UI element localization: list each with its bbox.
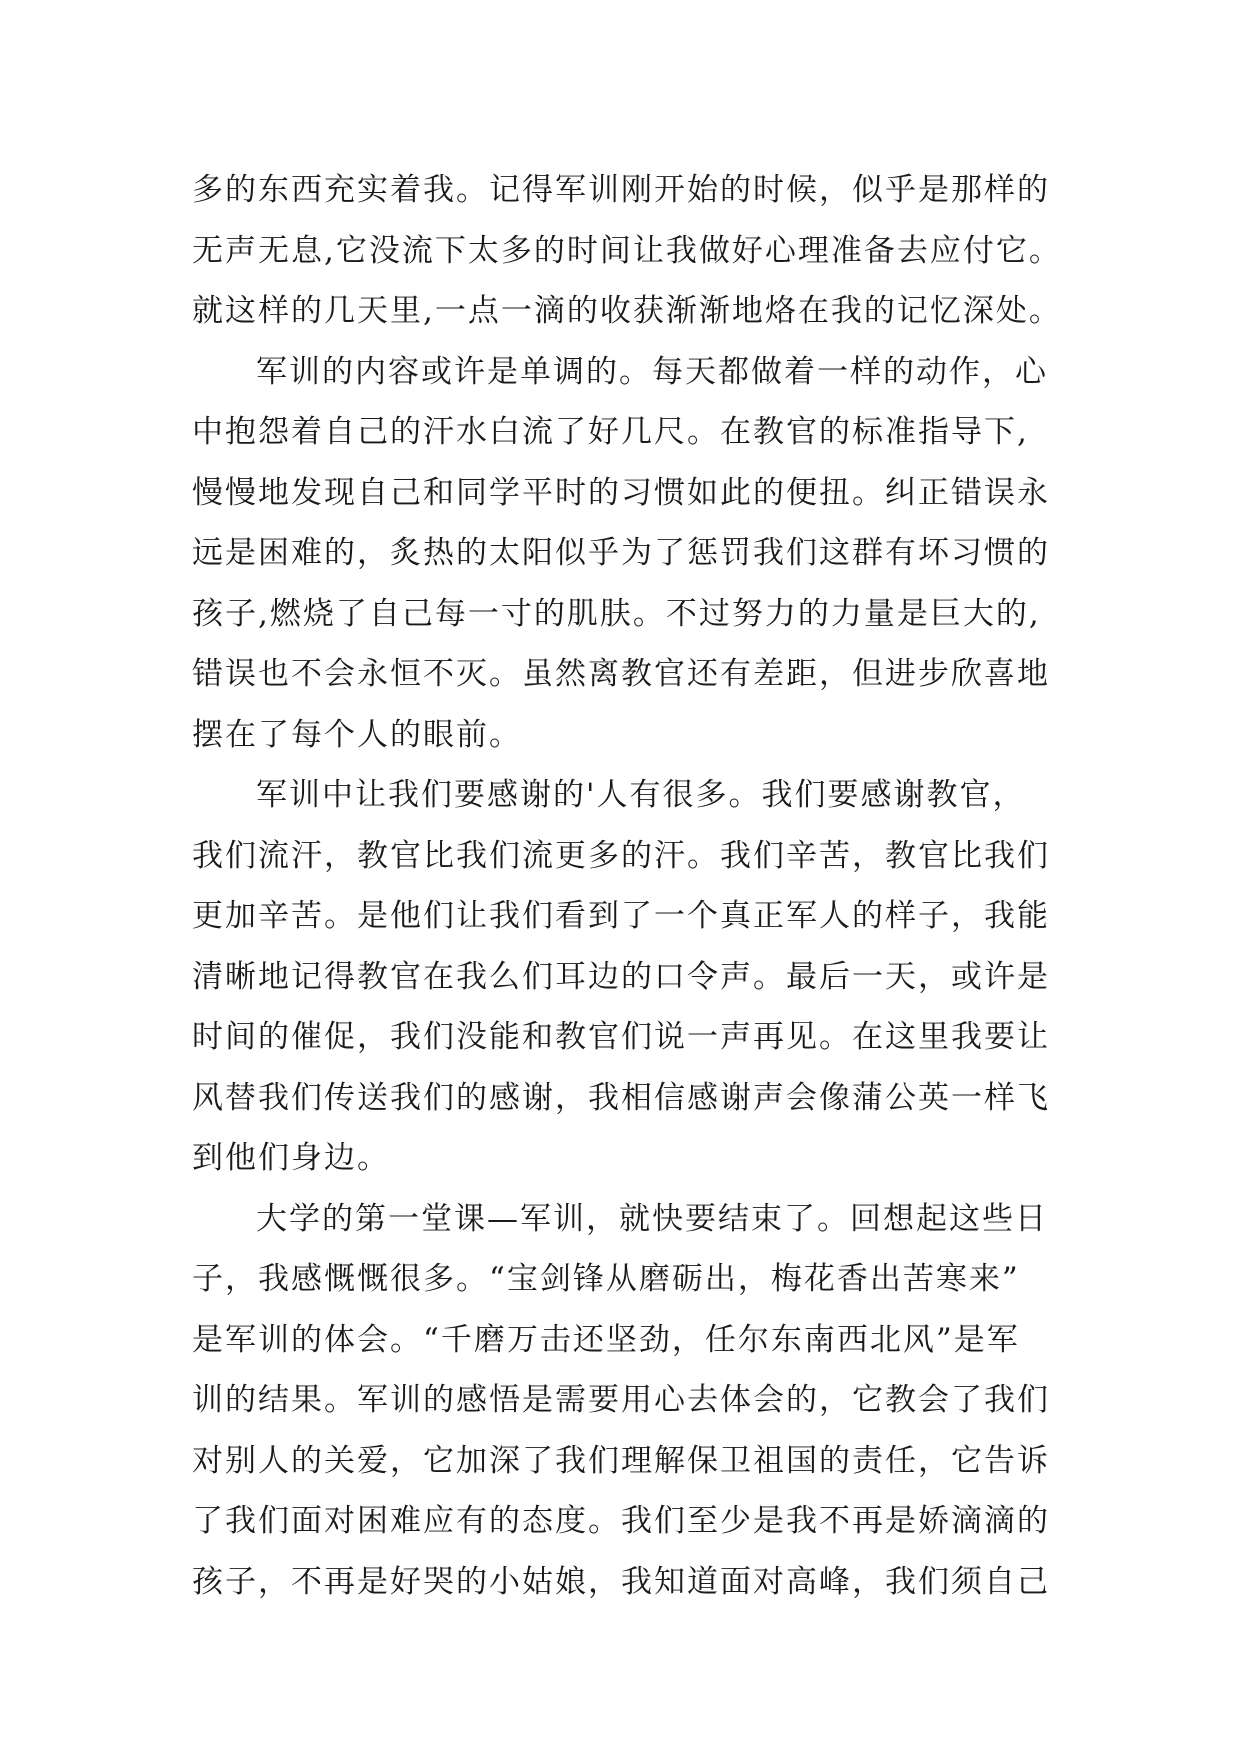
paragraph-4 (192, 1189, 1092, 1613)
body-text (192, 160, 1092, 1612)
text-line: 我们流汗，教官比我们流更多的汗。我们辛苦，教官比我们 (192, 837, 1050, 874)
text-line: 军训中让我们要感谢的'人有很多。我们要感谢教官， (256, 777, 1026, 813)
text-line: 了我们面对困难应有的态度。我们至少是我不再是娇滴滴的 (192, 1503, 1050, 1539)
paragraph-3 (192, 765, 1092, 1189)
text-line: 大学的第一堂课—军训，就快要结束了。回想起这些日 (256, 1200, 1048, 1237)
text-line: 训的结果。军训的感悟是需要用心去体会的，它教会了我们 (192, 1382, 1050, 1418)
text-line: 慢慢地发现自己和同学平时的习惯如此的便扭。纠正错误永 (192, 474, 1050, 511)
paragraph-2 (192, 342, 1092, 766)
text-line: 是军训的体会。“千磨万击还坚劲，任尔东南西北风”是军 (192, 1321, 1020, 1358)
text-line: 风替我们传送我们的感谢，我相信感谢声会像蒲公英一样飞 (192, 1079, 1050, 1116)
text-line: 孩子,燃烧了自己每一寸的肌肤。不过努力的力量是巨大的, (192, 595, 1041, 632)
text-line: 更加辛苦。是他们让我们看到了一个真正军人的样子，我能 (192, 898, 1050, 934)
text-line: 子，我感慨慨很多。“宝剑锋从磨砺出，梅花香出苦寒来” (192, 1261, 1020, 1297)
text-line: 就这样的几天里,一点一滴的收获渐渐地烙在我的记忆深处。 (192, 293, 1062, 329)
text-line: 多的东西充实着我。记得军训刚开始的时候，似乎是那样的 (192, 172, 1050, 208)
text-line: 远是困难的，炙热的太阳似乎为了惩罚我们这群有坏习惯的 (192, 535, 1050, 571)
text-line: 孩子，不再是好哭的小姑娘，我知道面对高峰，我们须自己 (192, 1563, 1050, 1600)
text-line: 摆在了每个人的眼前。 (192, 716, 522, 753)
text-line: 清晰地记得教官在我么们耳边的口令声。最后一天，或许是 (192, 958, 1050, 995)
text-line: 中抱怨着自己的汗水白流了好几尺。在教官的标准指导下, (192, 414, 1029, 450)
text-line: 到他们身边。 (192, 1140, 390, 1176)
paragraph-1 (192, 160, 1092, 342)
text-line: 军训的内容或许是单调的。每天都做着一样的动作，心 (256, 353, 1048, 390)
text-line: 错误也不会永恒不灭。虽然离教官还有差距，但进步欣喜地 (192, 656, 1050, 692)
text-line: 对别人的关爱，它加深了我们理解保卫祖国的责任，它告诉 (192, 1442, 1050, 1479)
text-line: 无声无息,它没流下太多的时间让我做好心理准备去应付它。 (192, 232, 1062, 269)
text-line: 时间的催促，我们没能和教官们说一声再见。在这里我要让 (192, 1019, 1050, 1055)
